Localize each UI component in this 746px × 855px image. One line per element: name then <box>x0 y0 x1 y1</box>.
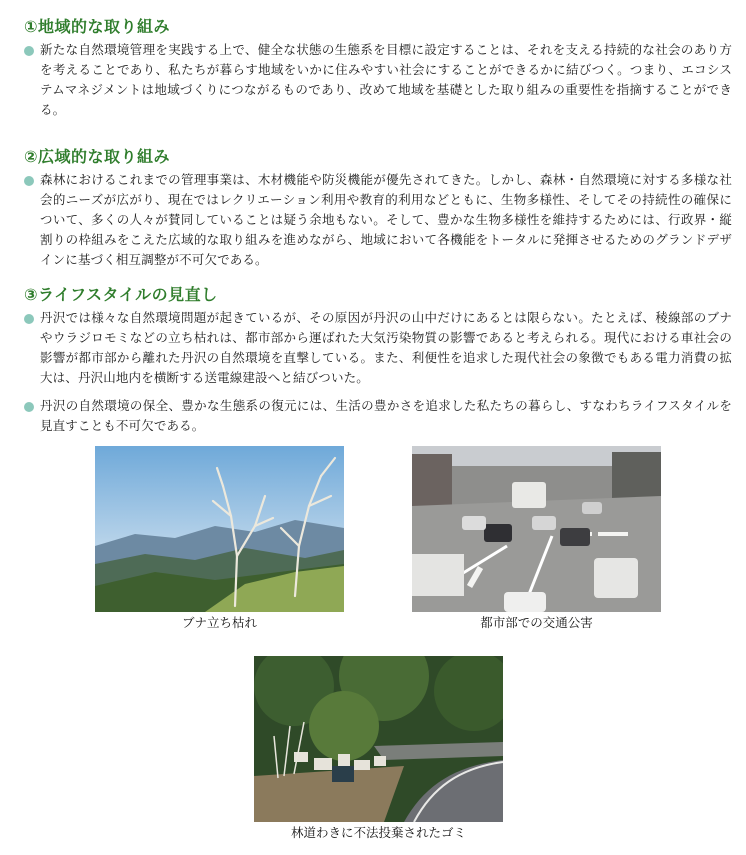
paragraph <box>24 170 732 270</box>
section-title: ①地域的な取り組み <box>24 17 171 36</box>
paragraph <box>24 40 732 120</box>
paragraph-text: 丹沢では様々な自然環境問題が起きているが、その原因が丹沢の山中だけにあるとは限らない。たとえば、稜線部のブナやウラジロモミなどの立ち枯れは、都市部から運ばれた大気汚染物質の影響であると考えられる。現代における車社会の影響が都市部から離れた丹沢の自然環境を直撃している。また、利便性を追求した現代社会の象徴でもある電力消費の拡大は、丹沢山地内を横断する送電線建設へと結びついた。 <box>40 310 732 385</box>
section-title: ②広域的な取り組み <box>24 147 171 166</box>
urban-traffic-photo <box>412 446 661 612</box>
photo-caption: 林道わきに不法投棄されたゴミ <box>290 825 466 840</box>
bullet-icon <box>24 402 34 412</box>
paragraph-text: 丹沢の自然環境の保全、豊かな生態系の復元には、生活の豊かさを追求した私たちの暮らし、すなわちライフスタイルを見直すことも不可欠である。 <box>40 398 732 433</box>
bullet-icon <box>24 314 34 324</box>
paragraph <box>24 396 732 436</box>
paragraph-text: 新たな自然環境管理を実践する上で、健全な状態の生態系を目標に設定することは、それを支える持続的な社会のあり方を考えることであり、私たちが暮らす地域をいかに住みやすい社会にすることができるかに結びつく。つまり、エコシステムマネジメントは地域づくりにつながるものであり、改めて地域を基礎とした取り組みの重要性を指摘することができる。 <box>40 42 732 117</box>
photo-caption: ブナ立ち枯れ <box>181 615 257 630</box>
illegal-dumping-photo <box>254 656 503 822</box>
bullet-icon <box>24 176 34 186</box>
section-wide-area <box>24 146 732 270</box>
bullet-icon <box>24 46 34 56</box>
section-title: ③ライフスタイルの見直し <box>24 285 218 304</box>
paragraph-text: 森林におけるこれまでの管理事業は、木材機能や防災機能が優先されてきた。しかし、森林・自然環境に対する多様な社会的ニーズが広がり、現在ではレクリエーション利用や教育的利用などともに、生物多様性、そしてその持続性の確保について、多くの人々が賛同していることは疑う余地もない。そして、豊かな生物多様性を維持するためには、行政界・縦割りの枠組みをこえた広域的な取り組みを進めながら、地域において各機能をトータルに発揮させるためのグランドデザインに基づく相互調整が不可欠である。 <box>40 172 732 267</box>
section-regional <box>24 16 732 120</box>
section-lifestyle <box>24 284 732 436</box>
photo-caption: 都市部での交通公害 <box>480 615 593 630</box>
dead-beech-photo <box>95 446 344 612</box>
paragraph <box>24 308 732 388</box>
